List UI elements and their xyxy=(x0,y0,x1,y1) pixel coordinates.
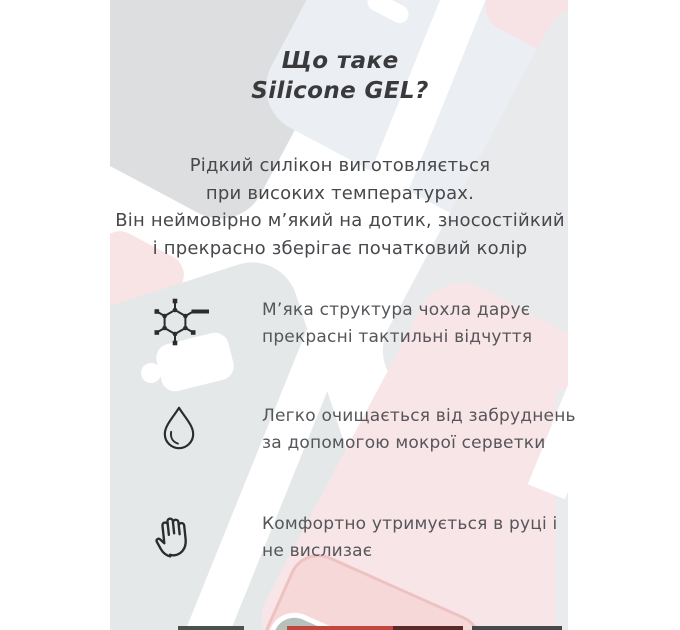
intro-line-2: при високих температурах. xyxy=(205,182,475,204)
hand-icon xyxy=(150,509,202,567)
bottom-crop-strip-maroon xyxy=(393,626,463,630)
bottom-crop-strip-red xyxy=(287,626,393,630)
intro-line-4: і прекрасно зберігає початковий колір xyxy=(152,237,528,259)
bottom-crop-strip-green xyxy=(178,626,244,630)
feature-item-easy-clean xyxy=(262,403,622,457)
page-title xyxy=(0,46,680,106)
title-line-2: Silicone GEL? xyxy=(251,78,429,104)
feature-2-line-1: Легко очищається від забруднень xyxy=(262,406,576,426)
intro-paragraph xyxy=(0,152,680,262)
feature-2-line-2: за допомогою мокрої серветки xyxy=(262,433,546,453)
title-line-1: Що таке xyxy=(281,48,399,74)
camera-lens-cutout xyxy=(141,363,161,383)
bottom-crop-strip-gray xyxy=(472,626,562,630)
feature-item-comfortable-grip xyxy=(262,511,622,565)
feature-1-line-1: М’яка структура чохла дарує xyxy=(262,300,531,320)
molecule-icon xyxy=(148,294,210,354)
intro-line-1: Рідкий силікон виготовляється xyxy=(189,155,491,176)
feature-3-line-2: не вислизає xyxy=(262,541,373,561)
intro-line-3: Він неймовірно м’який на дотик, зносостійкий xyxy=(115,210,565,231)
feature-3-line-1: Комфортно утримується в руці і xyxy=(262,514,558,534)
droplet-icon xyxy=(157,404,201,456)
feature-1-line-2: прекрасні тактильні відчуття xyxy=(262,327,533,347)
feature-item-soft-structure xyxy=(262,297,622,351)
